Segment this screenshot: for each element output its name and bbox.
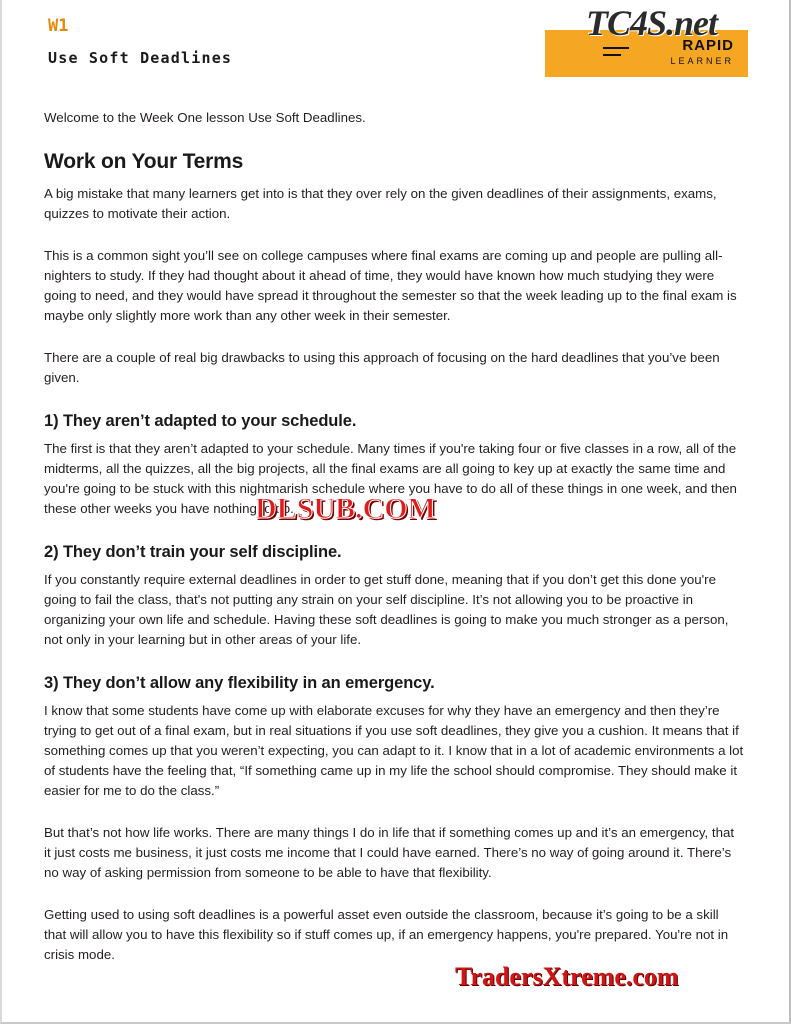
paragraph-3: There are a couple of real big drawbacks to using this approach of focusing on the hard deadlines that you’ve been given. — [44, 350, 720, 385]
paragraph-4: The first is that they aren’t adapted to your schedule. Many times if you're taking four or five classes in a row, all of the midterms, all the quizzes, all the big projects, all the final exams are all going to key up at exactly the same time and you're going to be stuck with this nightmarish schedule where you have to do all of these things in one week, and then these other weeks you have nothing to do. — [44, 441, 737, 516]
section-heading: Work on Your Terms — [44, 150, 244, 173]
subheading-2: 2) They don’t train your self discipline. — [44, 543, 342, 561]
logo-dash-icon — [603, 47, 629, 49]
week-label: W1 — [48, 16, 69, 36]
subheading-1: 1) They aren’t adapted to your schedule. — [44, 412, 357, 430]
document-body — [44, 108, 744, 987]
paragraph-8: Getting used to using soft deadlines is a powerful asset even outside the classroom, because it’s going to be a skill that will allow you to have this flexibility so if stuff comes up, if an emergency happens, you're prepared. You're not in crisis mode. — [44, 907, 729, 962]
logo-dash-secondary-icon — [603, 54, 621, 56]
watermark-center: DLSUB.COM — [255, 492, 436, 525]
paragraph-1: A big mistake that many learners get into is that they over rely on the given deadlines of their assignments, exams, quizzes to motivate their action. — [44, 186, 717, 221]
paragraph-7: But that’s not how life works. There are many things I do in life that if something comes up and it’s an emergency, that it just costs me business, it just costs me income that I could have earned. There’s no way of going around it. There’s no way of asking permission from someone to be able to have that flexibility. — [44, 825, 735, 880]
paragraph-6: I know that some students have come up with elaborate excuses for why they have an emergency and then they’re trying to get out of a final exam, but in real situations if you use soft deadlines, they give you a cushion. It means that if something comes up that you weren’t expecting, you can adapt to it. I know that in a lot of academic environments a lot of students have the feeling that, “If something came up in my life the school should compromise. They should make it easier for me to do the class.” — [44, 703, 744, 798]
logo-line-2: LEARNER — [670, 56, 734, 66]
logo-line-1: RAPID — [682, 37, 734, 54]
subheading-3: 3) They don’t allow any flexibility in an emergency. — [44, 674, 435, 692]
lesson-title: Use Soft Deadlines — [48, 49, 233, 67]
watermark-top-right: TC4S.net — [586, 3, 718, 43]
intro-paragraph: Welcome to the Week One lesson Use Soft Deadlines. — [44, 110, 366, 125]
paragraph-2: This is a common sight you’ll see on college campuses where final exams are coming up and people are pulling all-nighters to study. If they had thought about it ahead of time, they would have known how much studying they were going to need, and they would have spread it throughout the semester so that the week leading up to the final exam is maybe only slightly more work than any other week in their semester. — [44, 248, 737, 323]
watermark-bottom-right: TradersXtreme.com — [455, 962, 679, 991]
paragraph-5: If you constantly require external deadlines in order to get stuff done, meaning that if you don’t get this done you're going to fail the class, that's not putting any strain on your self discipline. It’s not allowing you to be proactive in organizing your own life and schedule. Having these soft deadlines is going to make you much stronger as a person, not only in your learning but in other areas of your life. — [44, 572, 729, 647]
